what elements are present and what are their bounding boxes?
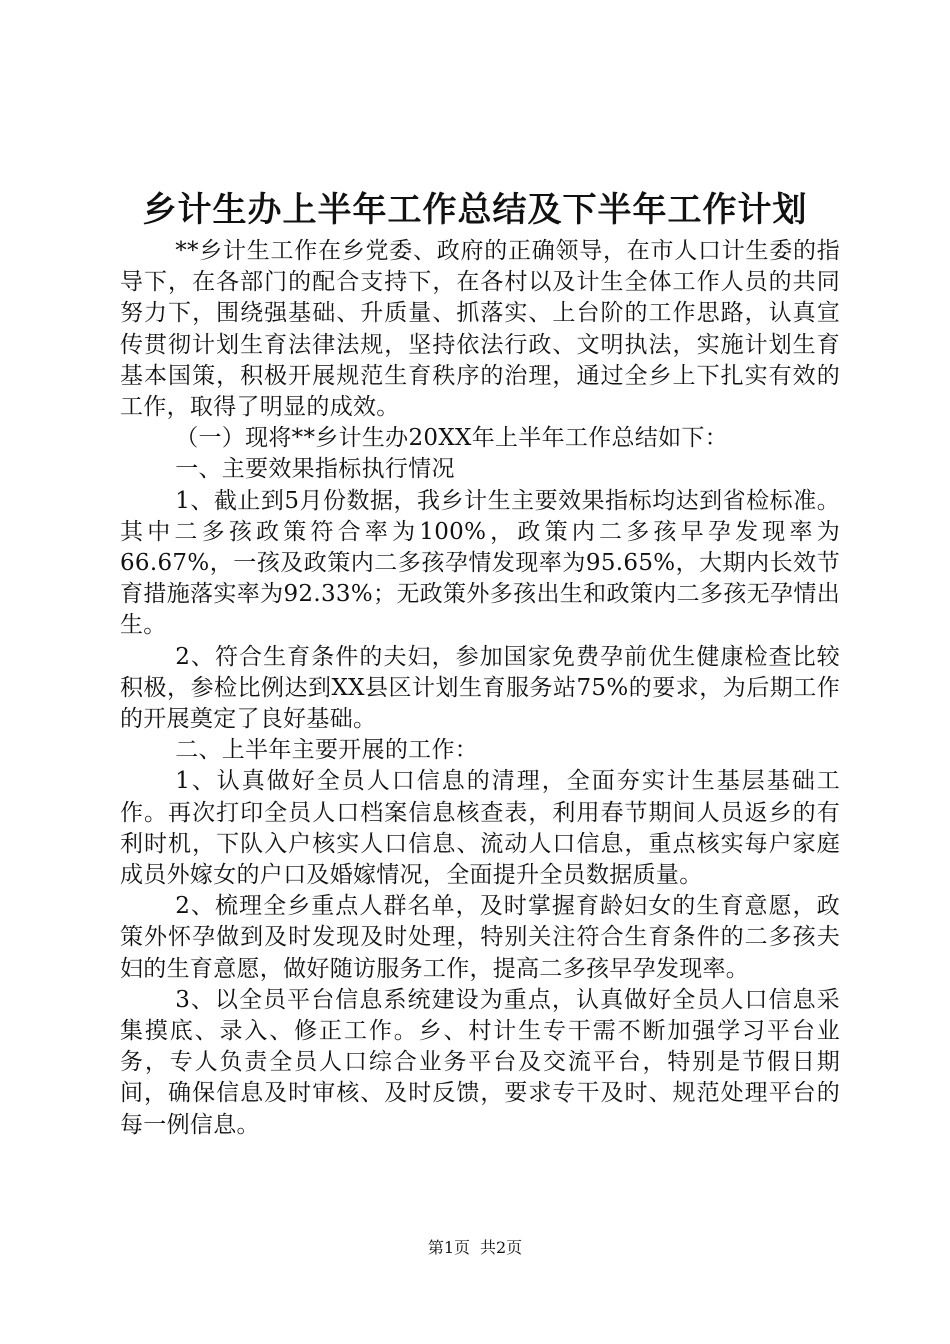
- section-heading-work: 二、上半年主要开展的工作：: [175, 737, 479, 764]
- document-body: [120, 236, 840, 1141]
- document-title: 乡计生办上半年工作总结及下半年工作计划: [142, 190, 808, 230]
- paragraph-work-1: 1、认真做好全员人口信息的清理，全面夯实计生基层基础工作。再次打印全员人口档案信息核查表，利用春节期间人员返乡的有利时机，下队入户核实人口信息、流动人口信息，重点核实每户家庭成员外嫁女的户口及婚嫁情况，全面提升全员数据质量。: [120, 768, 840, 889]
- paragraph-work-3: 3、以全员平台信息系统建设为重点，认真做好全员人口信息采集摸底、录入、修正工作。乡、村计生专干需不断加强学习平台业务，专人负责全员人口综合业务平台及交流平台，特别是节假日期间，确保信息及时审核、及时反馈，要求专干及时、规范处理平台的每一例信息。: [120, 986, 840, 1138]
- page-footer: [0, 1238, 950, 1258]
- section-heading-indicators: 一、主要效果指标执行情况: [175, 456, 455, 483]
- paragraph-work-2: 2、梳理全乡重点人群名单，及时掌握育龄妇女的生育意愿，政策外怀孕做到及时发现及时处理，特别关注符合生育条件的二多孩夫妇的生育意愿，做好随访服务工作，提高二多孩早孕发现率。: [120, 893, 840, 982]
- paragraph-intro: **乡计生工作在乡党委、政府的正确领导，在市人口计生委的指导下，在各部门的配合支持下，在各村以及计生全体工作人员的共同努力下，围绕强基础、升质量、抓落实、上台阶的工作思路，认真宣传贯彻计划生育法律法规，坚持依法行政、文明执法，实施计划生育基本国策，积极开展规范生育秩序的治理，通过全乡上下扎实有效的工作，取得了明显的成效。: [120, 238, 840, 421]
- page-number: 第1页: [427, 1238, 470, 1257]
- paragraph-indicators-1: 1、截止到5月份数据，我乡计生主要效果指标均达到省检标准。其中二多孩政策符合率为100%，政策内二多孩早孕发现率为66.67%，一孩及政策内二多孩孕情发现率为95.65%，大期内长效节育措施落实率为92.33%；无政策外多孩出生和政策内二多孩无孕情出生。: [120, 487, 840, 639]
- paragraph-summary-heading: （一）现将**乡计生办20XX年上半年工作总结如下：: [175, 425, 729, 452]
- page-total: 共2页: [480, 1238, 523, 1257]
- paragraph-indicators-2: 2、符合生育条件的夫妇，参加国家免费孕前优生健康检查比较积极，参检比例达到XX县区计划生育服务站75%的要求，为后期工作的开展奠定了良好基础。: [120, 643, 840, 733]
